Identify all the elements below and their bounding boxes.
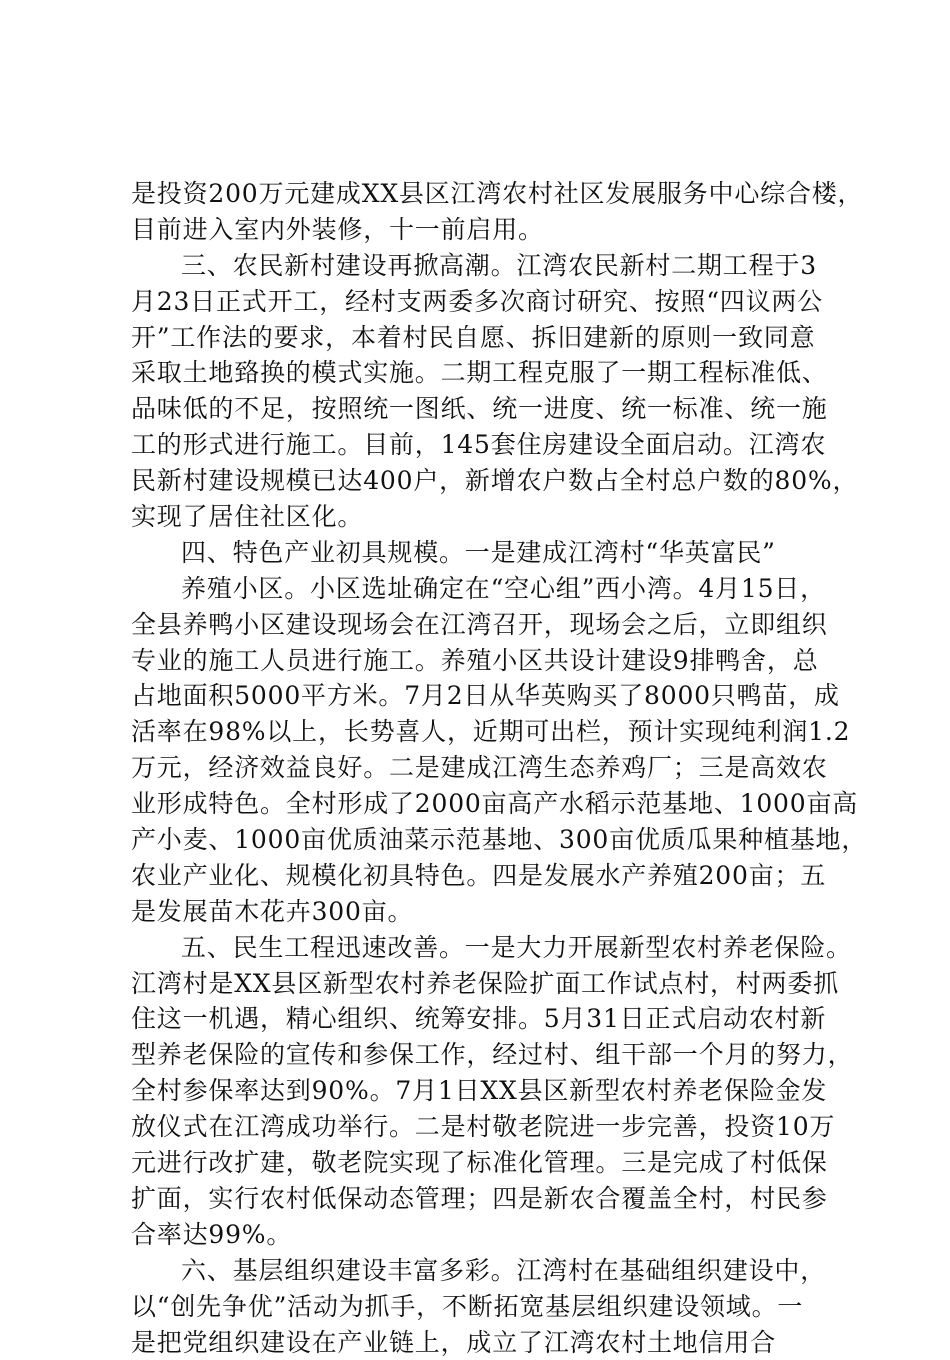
- body-text-line: 月23日正式开工，经村支两委多次商讨研究、按照“四议两公: [131, 284, 851, 320]
- body-text-line: 四、特色产业初具规模。一是建成江湾村“华英富民”: [131, 535, 851, 571]
- body-text-line: 品味低的不足，按照统一图纸、统一进度、统一标准、统一施: [131, 391, 851, 427]
- body-text-line: 住这一机遇，精心组织、统筹安排。5月31日正式启动农村新: [131, 1001, 851, 1037]
- body-text-line: 合率达99%。: [131, 1217, 851, 1253]
- body-text-line: 全县养鸭小区建设现场会在江湾召开，现场会之后，立即组织: [131, 607, 851, 643]
- body-text-line: 三、农民新村建设再掀高潮。江湾农民新村二期工程于3: [131, 248, 851, 284]
- body-text-line: 是把党组织建设在产业链上，成立了江湾农村土地信用合: [131, 1325, 851, 1360]
- body-text-line: 业形成特色。全村形成了2000亩高产水稻示范基地、1000亩高: [131, 786, 851, 822]
- body-text-line: 是投资200万元建成XX县区江湾农村社区发展服务中心综合楼，: [131, 176, 851, 212]
- body-text-line: 元进行改扩建，敬老院实现了标准化管理。三是完成了村低保: [131, 1145, 851, 1181]
- body-text-line: 五、民生工程迅速改善。一是大力开展新型农村养老保险。: [131, 930, 851, 966]
- body-text-line: 采取土地臵换的模式实施。二期工程克服了一期工程标准低、: [131, 355, 851, 391]
- body-text-line: 实现了居住社区化。: [131, 499, 851, 535]
- body-text-line: 以“创先争优”活动为抓手，不断拓宽基层组织建设领域。一: [131, 1289, 851, 1325]
- body-text-line: 工的形式进行施工。目前，145套住房建设全面启动。江湾农: [131, 427, 851, 463]
- body-text-line: 江湾村是XX县区新型农村养老保险扩面工作试点村，村两委抓: [131, 966, 851, 1002]
- body-text-line: 占地面积5000平方米。7月2日从华英购买了8000只鸭苗，成: [131, 678, 851, 714]
- body-text-line: 农业产业化、规模化初具特色。四是发展水产养殖200亩；五: [131, 858, 851, 894]
- document-body: [131, 176, 851, 1360]
- body-text-line: 万元，经济效益良好。二是建成江湾生态养鸡厂；三是高效农: [131, 750, 851, 786]
- body-text-line: 扩面，实行农村低保动态管理；四是新农合覆盖全村，村民参: [131, 1181, 851, 1217]
- body-text-line: 六、基层组织建设丰富多彩。江湾村在基础组织建设中，: [131, 1253, 851, 1289]
- body-text-line: 是发展苗木花卉300亩。: [131, 894, 851, 930]
- body-text-line: 放仪式在江湾成功举行。二是村敬老院进一步完善，投资10万: [131, 1109, 851, 1145]
- body-text-line: 目前进入室内外装修，十一前启用。: [131, 212, 851, 248]
- body-text-line: 型养老保险的宣传和参保工作，经过村、组干部一个月的努力，: [131, 1037, 851, 1073]
- body-text-line: 民新村建设规模已达400户，新增农户数占全村总户数的80%，: [131, 463, 851, 499]
- body-text-line: 产小麦、1000亩优质油菜示范基地、300亩优质瓜果种植基地，: [131, 822, 851, 858]
- body-text-line: 养殖小区。小区选址确定在“空心组”西小湾。4月15日，: [131, 571, 851, 607]
- body-text-line: 全村参保率达到90%。7月1日XX县区新型农村养老保险金发: [131, 1073, 851, 1109]
- body-text-line: 开”工作法的要求，本着村民自愿、拆旧建新的原则一致同意: [131, 320, 851, 356]
- body-text-line: 专业的施工人员进行施工。养殖小区共设计建设9排鸭舍，总: [131, 643, 851, 679]
- body-text-line: 活率在98%以上，长势喜人，近期可出栏，预计实现纯利润1.2: [131, 714, 851, 750]
